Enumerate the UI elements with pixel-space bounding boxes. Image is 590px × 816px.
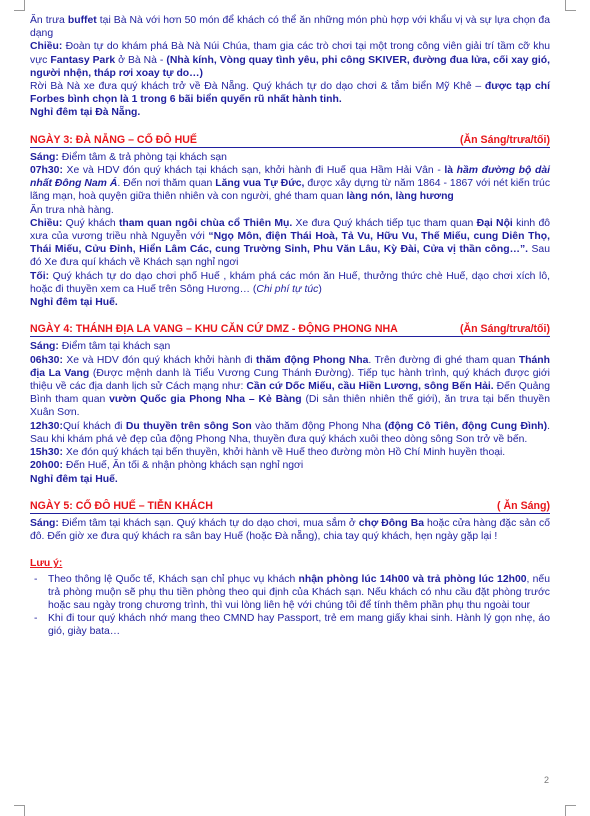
- day4-morning: [30, 340, 550, 353]
- day3-meals: (Ăn Sáng/trưa/tối): [459, 133, 550, 146]
- day4-1530: [30, 446, 550, 459]
- time-label: 06h30:: [30, 354, 63, 366]
- notes-title: [30, 557, 550, 570]
- text-bold: chợ Đông Ba: [358, 517, 425, 529]
- text: Xe đưa Quý khách tiếp tục tham quan: [292, 217, 477, 229]
- day3-lunch: Ăn trưa nhà hàng.: [30, 204, 114, 216]
- text-italic: Chi phí tự túc: [256, 283, 319, 295]
- text: ở Bà Nà -: [115, 54, 167, 66]
- text: . Đến nơi thăm quan: [117, 178, 216, 190]
- text: hoặc cửa hàng đặc sản cố đô. Đến giờ xe đưa quý khách ra sân bay Huế (hoặc Đà nẵng), chia tay quý khách, hẹn ngày gặp lại !: [30, 517, 550, 543]
- text: kinh đô xưa của vương triều nhà Nguyễn với: [30, 217, 550, 243]
- text: Điểm tâm tại khách sạn: [58, 341, 171, 353]
- note-item-checkin: [48, 573, 550, 613]
- time-label: 20h00:: [30, 460, 63, 472]
- text-bold: Cần cứ Dốc Miếu, cầu Hiền Lương, sông Bến Hải.: [246, 381, 494, 393]
- notes-title-text: Lưu ý: [30, 558, 59, 570]
- day5-meals: ( Ăn Sáng): [497, 499, 550, 512]
- crop-mark-top-right: [565, 0, 576, 11]
- text: Điểm tâm & trả phòng tại khách sạn: [58, 151, 227, 163]
- text-bold: Thánh địa La Vang: [30, 354, 550, 379]
- text-bold: Fantasy Park: [50, 54, 116, 66]
- day5-morning: [30, 517, 550, 543]
- text-bold: (động Cô Tiên, động Cung Đình): [384, 420, 548, 432]
- note-item-documents: - Khi đi tour quý khách nhớ mang theo CMND hay Passport, trẻ em mang giấy khai sinh. Hành lý gọn nhẹ, áo gió, giày bata…: [48, 612, 550, 638]
- text: Sau đó Xe đưa quí khách về Khách sạn nghỉ ngơi: [30, 244, 550, 269]
- day5-title: NGÀY 5: CỐ ĐÔ HUẾ – TIỄN KHÁCH: [30, 499, 213, 512]
- text-bold: “Ngọ Môn, điện Thái Hoà, Tả Vu, Hữu Vu, Thế Miếu, cung Diên Thọ, Thái Miếu, Cửu Đỉnh, Hiển Lâm Các, cung Trường Sinh, Phu Văn Lâu, Kỳ Đài, Cửa vị thần công…”.: [30, 231, 550, 256]
- intro-lunch-paragraph: [30, 14, 550, 40]
- notes-list: [30, 573, 550, 639]
- notes-title-colon: :: [58, 558, 63, 570]
- text-bold: Lăng vua Tự Đức,: [215, 178, 305, 190]
- afternoon-label: Chiều:: [30, 41, 63, 53]
- crop-mark-top-left: [14, 0, 25, 11]
- text: Đoàn tự do khám phá Bà Nà Núi Chúa, tham gia các trò chơi tại một trong công viên giải trí tầm cỡ khu vực: [30, 41, 550, 66]
- morning-label: Sáng:: [30, 341, 59, 353]
- page-number: 2: [543, 775, 549, 785]
- text-bold: tham quan ngôi chùa cổ Thiên Mụ.: [118, 217, 293, 229]
- text: , nếu trả phòng muộn sẽ phụ thu tiền phòng theo qui định của Khách sạn. Nếu khách có nhu cầu đặt phòng trước hoặc sau ngày trong chương trình, thì vui lòng liên hệ với chúng tôi để tính thêm phần phụ thu ngoài tour: [48, 573, 550, 611]
- day4-title: NGÀY 4: THÁNH ĐỊA LA VANG – KHU CĂN CỨ DMZ - ĐỘNG PHONG NHA: [30, 323, 398, 336]
- text-bold: được tạp chí Forbes bình chọn là 1 trong 6 bãi biển quyến rũ nhất hành tinh.: [30, 81, 550, 106]
- day3-evening: [30, 270, 550, 296]
- time-label: 15h30:: [30, 447, 63, 459]
- text: được xây dựng từ năm 1864 - 1867 với nét kiến trúc lãng mạn, hoà quyện giữa thiên nhiên và con người, ghé tham quan: [30, 178, 551, 203]
- morning-label: Sáng:: [30, 517, 59, 529]
- day4-heading: [30, 323, 550, 337]
- text-bold-italic: hầm đường bộ dài nhất Đông Nam Á: [30, 165, 550, 190]
- text-bold: thăm động Phong Nha: [255, 354, 369, 366]
- text: Ăn trưa: [30, 15, 68, 26]
- text: Quý khách: [62, 217, 119, 229]
- day4-meals: (Ăn Sáng/trưa/tối): [459, 323, 550, 336]
- day3-morning: [30, 151, 550, 164]
- text: Xe và HDV đón quý khách khởi hành đi: [62, 354, 256, 366]
- time-label: 12h30:: [30, 420, 63, 432]
- text-bold: (Nhà kính, Vòng quay tình yêu, phi công SKIVER, đường đua lửa, cối xay gió, người nhện, tháp rơi xoay tự do…): [30, 54, 550, 79]
- day3-afternoon: [30, 217, 550, 270]
- text: ): [318, 283, 322, 295]
- text: Xe đón quý khách tại bến thuyền, khởi hành về Huế theo đường mòn Hồ Chí Minh huyền thoại.: [62, 447, 506, 459]
- text: Rời Bà Nà xe đưa quý khách trở về Đà Nẵng. Quý khách tự do dạo chơi & tắm biển Mỹ Khê –: [30, 81, 485, 93]
- text-bold: nhận phòng lúc 14h00 và trả phòng lúc 12h00: [298, 573, 527, 585]
- text: Quí khách đi: [62, 420, 126, 432]
- day5-heading: [30, 500, 550, 514]
- text: . Sau khi khám phá vẻ đẹp của động Phong Nha, thuyền đưa quý khách xuôi theo dòng sông Son trở về bến.: [30, 420, 550, 445]
- intro-afternoon-paragraph: [30, 40, 550, 80]
- text-bold: là: [444, 165, 457, 177]
- day3-heading: [30, 134, 550, 148]
- day3-overnight: Nghỉ đêm tại Huế.: [30, 297, 118, 309]
- morning-label: Sáng:: [30, 151, 59, 163]
- text-bold: Đại Nội: [476, 217, 513, 229]
- text: Quý khách tự do dạo chơi phố Huế , khám phá các món ăn Huế, thưởng thức chè Huế, dạo chơi xích lô, hoặc đi thuyền xem ca Huế trên Sông Hương… (: [30, 270, 550, 295]
- crop-mark-bottom-right: [565, 805, 576, 816]
- text: Điểm tâm tại khách sạn. Quý khách tự do dạo chơi, mua sắm ở: [58, 517, 359, 529]
- text: (Di sản thiên nhiên thế giới), ăn trưa tại bến thuyền Xuân Sơn.: [30, 394, 550, 419]
- text-bold: vườn Quốc gia Phong Nha – Kẻ Bàng: [109, 394, 302, 406]
- intro-overnight: Nghỉ đêm tại Đà Nẵng.: [30, 107, 141, 119]
- day3-title: NGÀY 3: ĐÀ NẴNG – CỐ ĐÔ HUẾ: [30, 133, 197, 146]
- text-bold: làng nón, làng hương: [346, 191, 454, 203]
- text: (Được mệnh danh là Tiểu Vương Cung Thánh Đường). Tiếp tục hành trình, quý khách được giới thiệu về các địa danh lịch sử Cách mạng như:: [30, 367, 550, 393]
- text: . Trên đường đi ghé tham quan: [368, 354, 519, 366]
- text: Đến Quảng Bình tham quan: [30, 381, 550, 406]
- day4-0630: [30, 354, 550, 420]
- text-bold: Du thuyền trên sông Son: [125, 420, 252, 432]
- evening-label: Tối:: [30, 270, 50, 282]
- day4-1230: [30, 420, 550, 446]
- intro-beach-paragraph: [30, 80, 550, 106]
- day4-overnight: Nghỉ đêm tại Huế.: [30, 473, 118, 485]
- crop-mark-bottom-left: [14, 805, 25, 816]
- afternoon-label: Chiều:: [30, 217, 63, 229]
- text: tại Bà Nà với hơn 50 món để khách có thể ăn những món phù hợp với khẩu vị và sự lựa chọn đa dạng: [30, 15, 550, 40]
- time-label: 07h30:: [30, 165, 63, 177]
- text: Xe và HDV đón quý khách tại khách sạn, khởi hành đi Huế qua Hầm Hải Vân -: [62, 165, 445, 177]
- day4-2000: [30, 459, 550, 472]
- text: Theo thông lệ Quốc tế, Khách sạn chỉ phục vụ khách: [48, 573, 299, 585]
- text: Đến Huế, Ăn tối & nhận phòng khách sạn nghỉ ngơi: [62, 460, 304, 472]
- day3-0730: [30, 164, 550, 204]
- text-bold: buffet: [67, 15, 97, 26]
- text: vào thăm động Phong Nha: [251, 420, 385, 432]
- document-page: [30, 14, 550, 639]
